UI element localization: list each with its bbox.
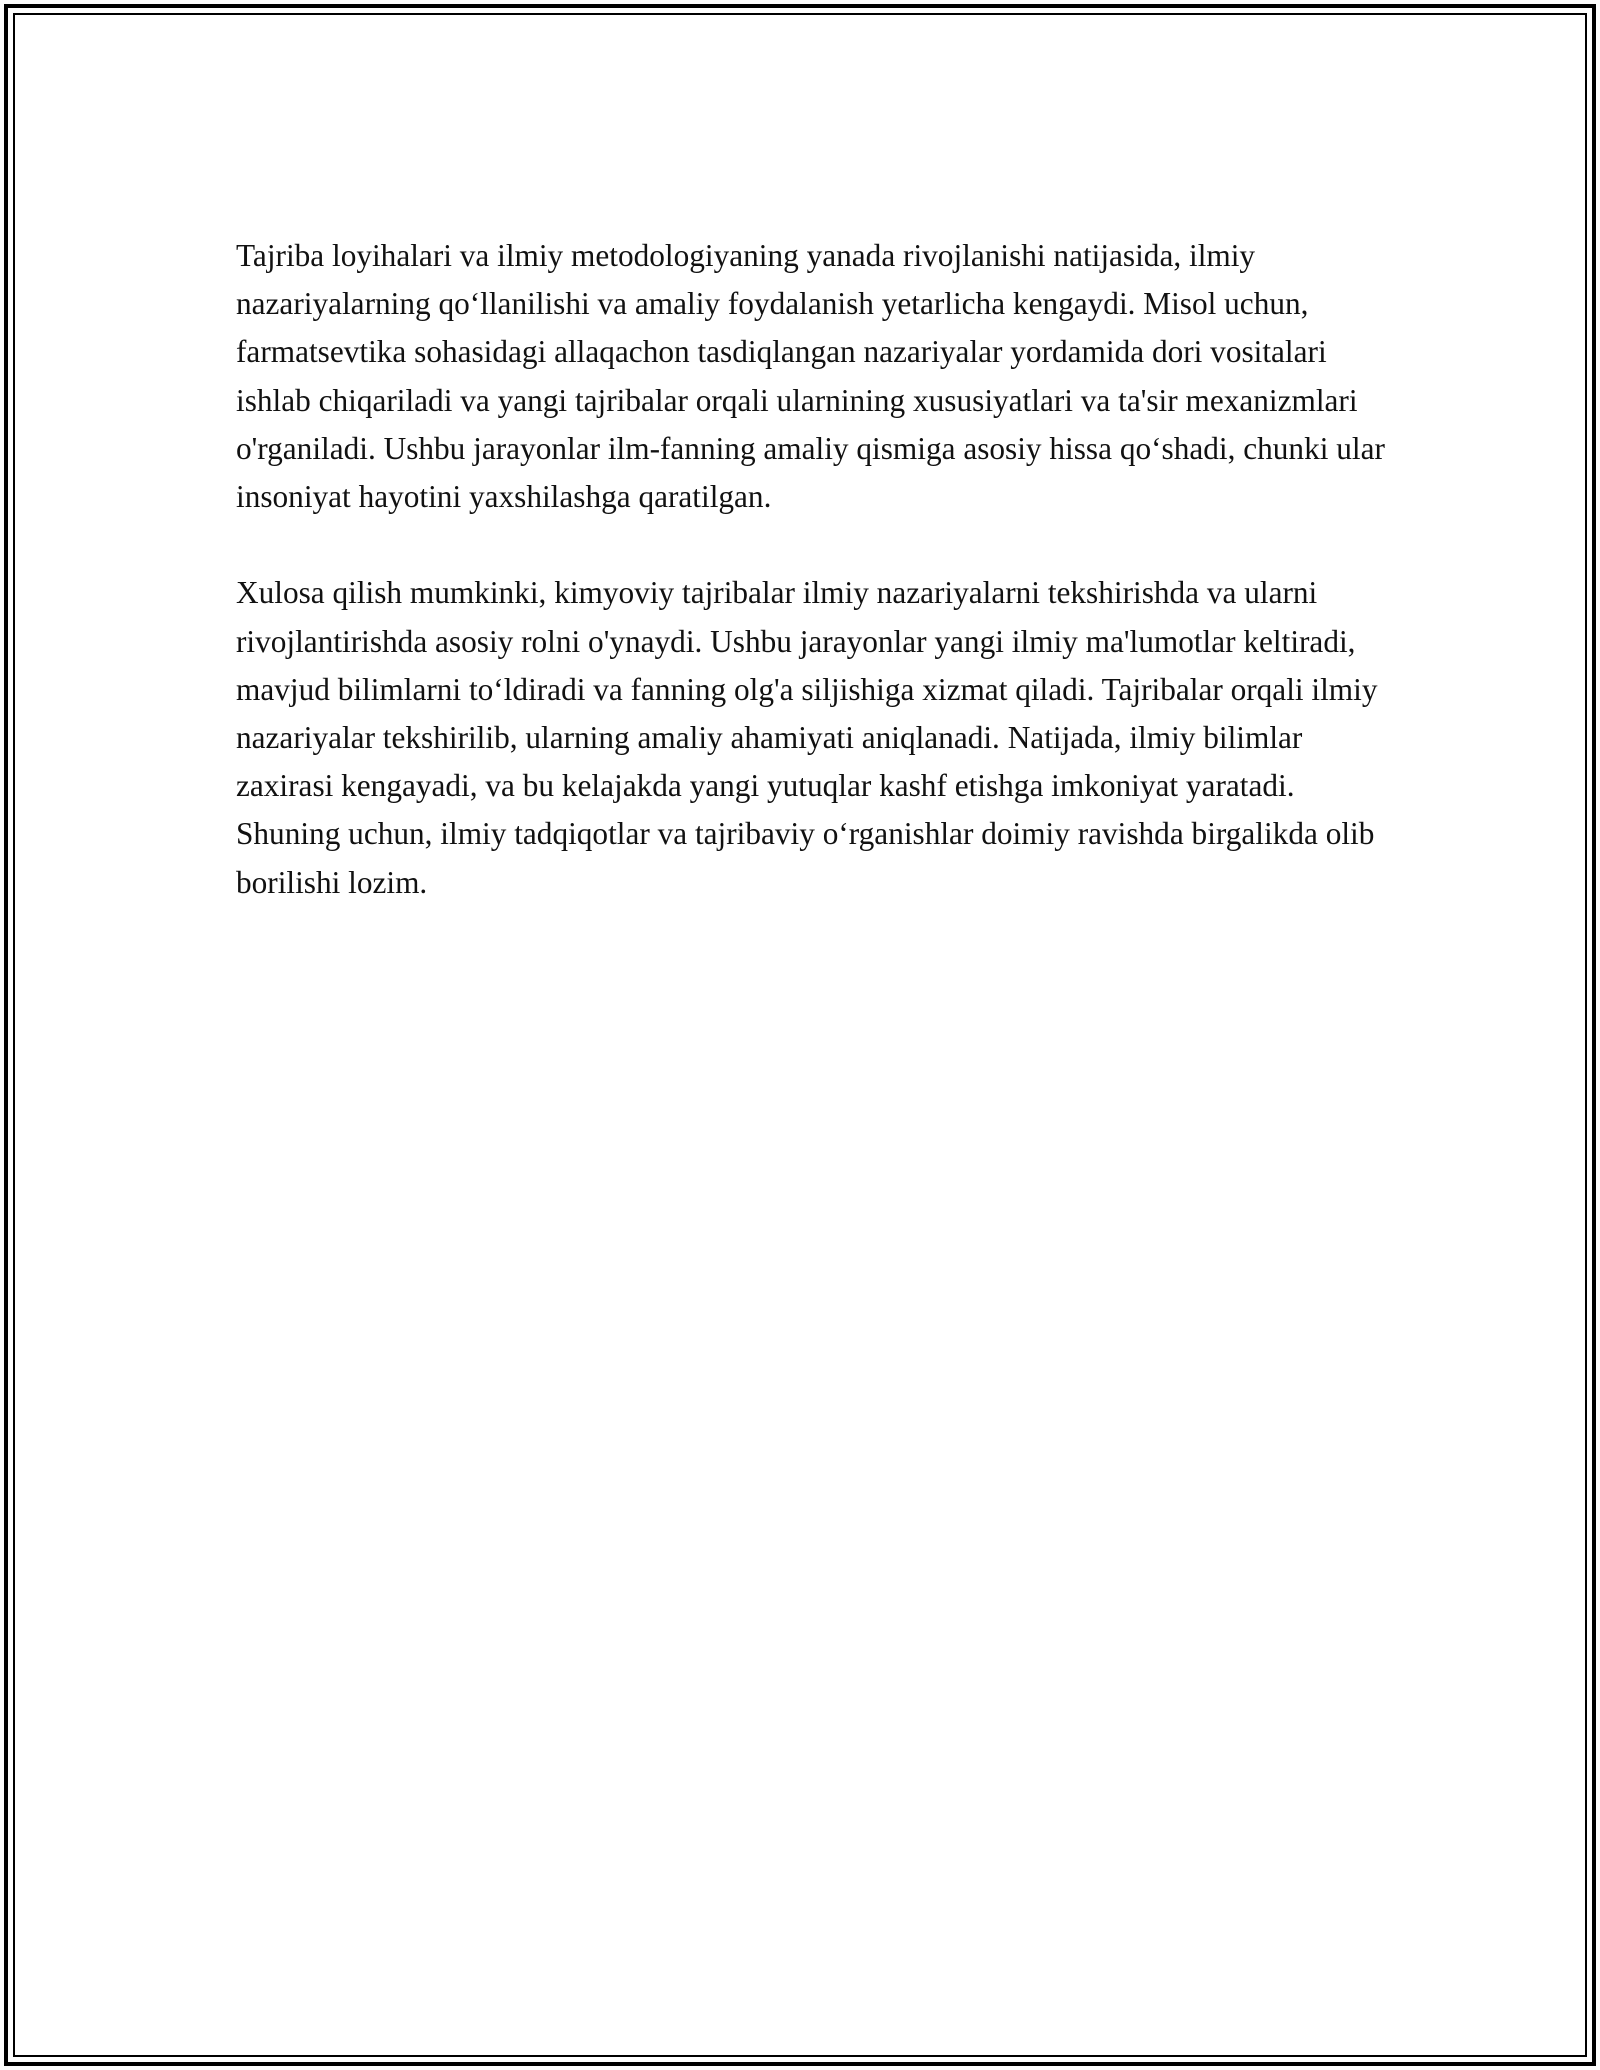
paragraph-1: Tajriba loyihalari va ilmiy metodologiyaning yanada rivojlanishi natijasida, ilmiy nazariyalarning qo‘llanilishi va amaliy foydalanish yetarlicha kengaydi. Misol uchun, farmatsevtika sohasidagi allaqachon tasdiqlangan nazariyalar yordamida dori vositalari ishlab chiqariladi va yangi tajribalar orqali ularnining xususiyatlari va ta'sir mexanizmlari o'rganiladi. Ushbu jarayonlar ilm-fanning amaliy qismiga asosiy hissa qo‘shadi, chunki ular insoniyat hayotini yaxshilashga qaratilgan.	[236, 238, 1385, 515]
paragraph-2: Xulosa qilish mumkinki, kimyoviy tajribalar ilmiy nazariyalarni tekshirishda va ularni rivojlantirishda asosiy rolni o'ynaydi. Ushbu jarayonlar yangi ilmiy ma'lumotlar keltiradi, mavjud bilimlarni to‘ldiradi va fanning olg'a siljishiga xizmat qiladi. Tajribalar orqali ilmiy nazariyalar tekshirilib, ularning amaliy ahamiyati aniqlanadi. Natijada, ilmiy bilimlar zaxirasi kengayadi, va bu kelajakda yangi yutuqlar kashf etishga imkoniyat yaratadi. Shuning uchun, ilmiy tadqiqotlar va tajribaviy o‘rganishlar doimiy ravishda birgalikda olib borilishi lozim.	[236, 575, 1378, 900]
document-body	[236, 232, 1386, 907]
